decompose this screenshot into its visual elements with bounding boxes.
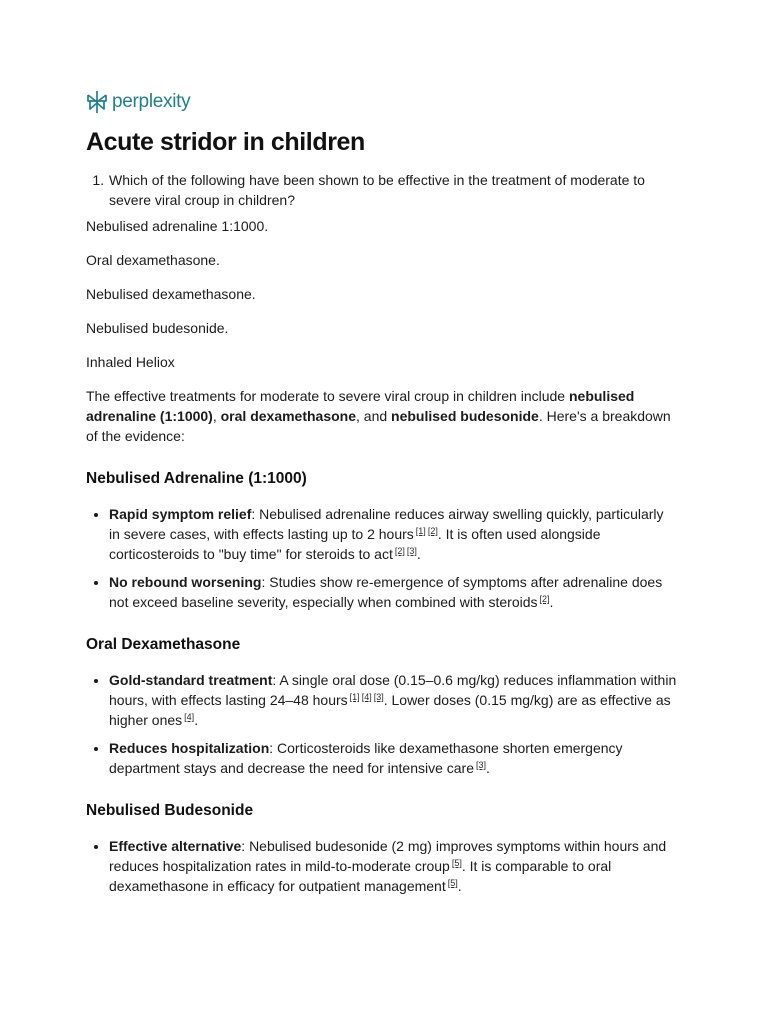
bullet-label: Effective alternative bbox=[109, 838, 242, 854]
section-heading-adrenaline: Nebulised Adrenaline (1:1000) bbox=[86, 470, 307, 487]
bullet-text: . It is often used alongside corticosteroids to "buy time" for steroids to act bbox=[109, 526, 601, 562]
bullet-text: . bbox=[486, 760, 490, 776]
answer-option: Nebulised dexamethasone. bbox=[86, 286, 256, 302]
intro-text: , and bbox=[356, 408, 392, 424]
citation-link[interactable]: [5] bbox=[451, 858, 462, 868]
citation-link[interactable]: [3] bbox=[476, 760, 487, 770]
citation-link[interactable]: [1] bbox=[415, 526, 426, 536]
intro-bold-adrenaline: nebulised adrenaline (1:1000) bbox=[86, 388, 635, 424]
bullet-text: : Nebulised budesonide (2 mg) improves symptoms within hours and reduces hospitalization rates in mild-to-moderate croup bbox=[109, 838, 667, 874]
bullet-text: . bbox=[194, 712, 199, 728]
citation-link[interactable]: [5] bbox=[447, 878, 458, 888]
brand-name: perplexity bbox=[112, 91, 191, 112]
answer-option: Nebulised adrenaline 1:1000. bbox=[86, 218, 269, 234]
bullet-list bbox=[86, 504, 678, 612]
bullet-text: . It is comparable to oral dexamethasone in efficacy for outpatient management bbox=[109, 858, 612, 894]
answer-option: Inhaled Heliox bbox=[86, 354, 175, 370]
bullet-text: . bbox=[549, 594, 554, 610]
section-heading-budesonide: Nebulised Budesonide bbox=[86, 802, 254, 819]
bullet-item bbox=[109, 504, 678, 564]
intro-bold-dexamethasone: oral dexamethasone bbox=[220, 408, 357, 424]
bullet-item bbox=[109, 572, 678, 612]
citation-link[interactable]: [3] bbox=[406, 546, 417, 556]
question-list bbox=[86, 170, 678, 210]
document-body bbox=[86, 170, 678, 896]
answer-option: Nebulised budesonide. bbox=[86, 320, 229, 336]
bullet-list bbox=[86, 836, 678, 896]
bullet-text: : Corticosteroids like dexamethasone shorten emergency department stays and decrease the need for intensive care bbox=[109, 740, 623, 776]
question-text: 1. Which of the following have been shown to be effective in the treatment of moderate to severe viral croup in children? bbox=[108, 170, 678, 210]
citation-link[interactable]: [2] bbox=[394, 546, 405, 556]
answer-option: Oral dexamethasone. bbox=[86, 252, 220, 268]
perplexity-logo-icon bbox=[86, 90, 108, 114]
bullet-label: Gold-standard treatment bbox=[109, 672, 273, 688]
citation-link[interactable]: [3] bbox=[373, 692, 384, 702]
bullet-text: : A single oral dose (0.15–0.6 mg/kg) reduces inflammation within hours, with effects lasting 24–48 hours bbox=[109, 672, 677, 708]
bullet-item bbox=[109, 670, 678, 730]
citation-link[interactable]: [2] bbox=[427, 526, 438, 536]
brand-logo[interactable] bbox=[86, 90, 190, 114]
intro-text: , bbox=[212, 408, 221, 424]
citation-link[interactable]: [4] bbox=[361, 692, 372, 702]
bullet-label: No rebound worsening bbox=[109, 574, 262, 590]
bullet-list bbox=[86, 670, 678, 778]
page-title: Acute stridor in children bbox=[86, 128, 365, 156]
bullet-text: : Nebulised adrenaline reduces airway swelling quickly, particularly in severe cases, with effects lasting up to 2 hours bbox=[109, 506, 664, 542]
bullet-item bbox=[109, 836, 678, 896]
intro-text: . Here's a breakdown of the evidence: bbox=[86, 408, 671, 444]
bullet-text: . bbox=[416, 546, 421, 562]
bullet-item bbox=[109, 738, 678, 778]
citation-link[interactable]: [4] bbox=[184, 712, 195, 722]
intro-paragraph bbox=[86, 386, 678, 446]
bullet-label: Reduces hospitalization bbox=[109, 740, 270, 756]
bullet-text: . bbox=[457, 878, 462, 894]
citation-link[interactable]: [2] bbox=[539, 594, 550, 604]
intro-bold-budesonide: nebulised budesonide bbox=[391, 408, 539, 424]
bullet-label: Rapid symptom relief bbox=[109, 506, 252, 522]
citation-link[interactable]: [1] bbox=[349, 692, 360, 702]
section-heading-dexamethasone: Oral Dexamethasone bbox=[86, 636, 241, 653]
bullet-text: . Lower doses (0.15 mg/kg) are as effective as higher ones bbox=[109, 692, 671, 728]
intro-text: The effective treatments for moderate to severe viral croup in children include bbox=[86, 388, 569, 404]
bullet-text: : Studies show re-emergence of symptoms after adrenaline does not exceed baseline severity, especially when combined with steroids bbox=[109, 574, 663, 610]
